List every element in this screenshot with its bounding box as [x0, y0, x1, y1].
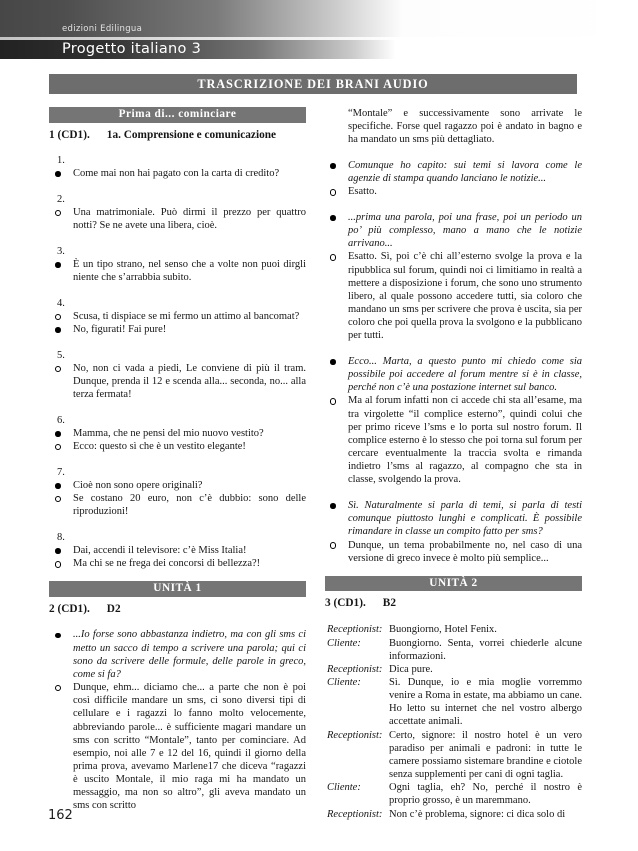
track-heading [325, 596, 582, 610]
item-number: 2. [57, 193, 65, 205]
filled-bullet-icon [55, 327, 61, 333]
utterance-text: Scusa, ti dispiace se mi fermo un attimo al bancomat? [73, 310, 300, 322]
track-heading [49, 128, 306, 142]
speaker-label: Receptionist: [327, 624, 383, 636]
dialogue-line [325, 637, 582, 663]
dialogue-line [325, 781, 582, 807]
utterance-text: Una matrimoniale. Può dirmi il prezzo per quattro notti? Se ne avete una libera, cioè. [73, 206, 306, 232]
utterance [49, 258, 306, 284]
utterance [325, 539, 582, 565]
utterance [49, 206, 306, 232]
track-number: 3 (CD1). [325, 597, 366, 610]
utterance-text: Se costano 20 euro, non c’è dubbio: sono delle riproduzioni! [73, 493, 306, 518]
dialogue-line [325, 623, 582, 636]
utterance-text: Comunque ho capito: sui temi si lavora come le agenzie di stampa quando lanciano le notizie... [348, 159, 582, 185]
left-column [49, 107, 306, 813]
filled-bullet-icon [55, 483, 61, 489]
speaker-label: Cliente: [327, 637, 361, 649]
track-number: 2 (CD1). [49, 602, 90, 615]
open-bullet-icon [330, 542, 336, 548]
section-header-bar: UNITÀ 1 [49, 581, 306, 597]
utterance-text: Mamma, che ne pensi del mio nuovo vestito? [73, 428, 264, 439]
utterance-text: Esatto. Sì, poi c’è chi all’esterno svolge la prova e la ripubblica sul forum, quindi noi ci limitiamo in realtà a mettere a disposizione i forum, che sono uno strumento libero, al quale possono accedere tutti, sia coloro che mandano un sms per scrivere che prova è uscita, sia per coloro che poi quella prova la svolgono e la pubblicano per tutti. [348, 251, 582, 342]
utterance [325, 355, 582, 394]
header-title-band [0, 40, 638, 59]
open-bullet-icon [55, 561, 61, 567]
audio-transcription-banner: TRASCRIZIONE DEI BRANI AUDIO [49, 74, 577, 94]
utterance [49, 479, 306, 492]
right-column [325, 107, 582, 821]
open-bullet-icon [55, 366, 61, 372]
track-heading [49, 602, 306, 616]
item-number: 7. [57, 466, 65, 478]
utterance-text: No, non ci vada a piedi, Le conviene di più il tram. Dunque, prenda il 12 e scenda alla... seconda, no... alla terza fermata! [73, 362, 306, 401]
item-number: 4. [57, 297, 65, 309]
item-number: 8. [57, 531, 65, 543]
utterance [49, 492, 306, 518]
utterance-text: ...prima una parola, poi una frase, poi un periodo un po’ più complesso, mano a mano che le notizie arrivano... [348, 211, 582, 250]
filled-bullet-icon [330, 359, 336, 365]
utterance [325, 394, 582, 486]
utterance-text: Ecco: questo sì che è un vestito elegante! [73, 441, 246, 453]
publisher-name: edizioni Edilingua [62, 24, 143, 34]
utterance [49, 167, 306, 180]
utterance [49, 323, 306, 336]
dialogue-text: Dica pure. [389, 663, 433, 675]
item-number: 3. [57, 245, 65, 257]
page-number: 162 [48, 808, 73, 823]
utterance [325, 211, 582, 250]
utterance-text: ...Io forse sono abbastanza indietro, ma con gli sms ci metto un sacco di tempo a scrivere una parola; qui ci sono da scrivere delle formule, delle parole in greco, come si fa? [73, 629, 306, 680]
dialogue-line [325, 729, 582, 782]
track-label: B2 [382, 597, 396, 610]
item-number: 5. [57, 349, 65, 361]
item-number: 6. [57, 414, 65, 426]
open-bullet-icon [330, 254, 336, 260]
filled-bullet-icon [55, 262, 61, 268]
open-bullet-icon [55, 314, 61, 320]
header-top-band [0, 0, 638, 37]
filled-bullet-icon [330, 215, 336, 221]
utterance-text: È un tipo strano, nel senso che a volte non puoi dirgli niente che s’arrabbia subito. [73, 258, 306, 284]
utterance [325, 185, 582, 198]
utterance-text: Ma chi se ne frega dei concorsi di bellezza?! [73, 558, 261, 570]
utterance [325, 250, 582, 342]
speaker-label: Receptionist: [327, 808, 383, 820]
filled-bullet-icon [55, 171, 61, 177]
utterance [325, 159, 582, 185]
utterance-text: Dunque, un tema probabilmente no, nel caso di una versione di greco invece è molto più semplice... [348, 539, 582, 564]
utterance [49, 440, 306, 453]
track-label: 1a. Comprensione e comunicazione [106, 128, 277, 141]
open-bullet-icon [55, 444, 61, 450]
filled-bullet-icon [330, 503, 336, 509]
speaker-label: Cliente: [327, 782, 361, 794]
open-bullet-icon [55, 210, 61, 216]
utterance-text: Ecco... Marta, a questo punto mi chiedo come sia possibile poi accedere al forum mentre si è in classe, perché non c’è una postazione internet sul banco. [348, 356, 582, 394]
filled-bullet-icon [55, 431, 61, 437]
speaker-label: Receptionist: [327, 729, 383, 741]
utterance [49, 362, 306, 401]
utterance-text: Ma al forum infatti non ci accede chi sta all’esame, ma tra virgolette “il complice esterno”, quindi colui che per primo riceve l’sms e lo porta sul nostro forum. Il complice esterno è lo stesso che poi torna sul forum per cercare eventualmente la traccia svolta e rimanda indietro l’sms al ragazzo, al compagno che sta in classe, svolgendo la prova. [348, 395, 582, 486]
utterance-text: Dunque, ehm... diciamo che... a parte che non è poi così difficile mandare un sms, ci sono diversi tipi di cellulare e i ragazzi lo fanno molto velocemente, abbreviando parole... è sufficiente magari mandare un sms con scritto “Montale”, tanto per cominciare. Ad esempio, noi alle 7 e 12 del 16, quindi il giorno della prima prova, avevamo Marlene17 che diceva “ragazzi è uscito Montale, il mio raga mi ha mandato un messaggio, ma non so altro”, gli aveva mandato un sms con scritto [73, 682, 306, 812]
dialogue-text: Non c’è problema, signore: ci dica solo di [389, 808, 566, 820]
dialogue-text: Buongiorno, Hotel Fenix. [389, 624, 497, 636]
dialogue-line [325, 676, 582, 729]
utterance-text: No, figurati! Fai pure! [73, 324, 167, 336]
utterance [49, 628, 306, 681]
dialogue-text: Buongiorno. Senta, vorrei chiederle alcune informazioni. [389, 637, 582, 662]
utterance-text: Come mai non hai pagato con la carta di credito? [73, 168, 280, 180]
item-number: 1. [57, 155, 65, 166]
track-number: 1 (CD1). [49, 128, 90, 141]
continuation-paragraph: “Montale” e successivamente sono arrivate le specifiche. Forse quel ragazzo poi è andato in bagno e ha mandato un sms più dettagliato. [348, 108, 582, 146]
utterance [49, 557, 306, 570]
section-header-bar: Prima di... cominciare [49, 107, 306, 123]
utterance [49, 681, 306, 813]
filled-bullet-icon [330, 163, 336, 169]
utterance [49, 310, 306, 323]
dialogue-text: Ogni taglia, eh? No, perché il nostro è proprio grosso, è un maremmano. [389, 782, 582, 807]
open-bullet-icon [55, 496, 61, 502]
section-header-bar: UNITÀ 2 [325, 576, 582, 592]
utterance [49, 427, 306, 440]
utterance [49, 544, 306, 557]
dialogue-line [325, 663, 582, 676]
track-label: D2 [106, 602, 121, 615]
utterance-text: Cioè non sono opere originali? [73, 479, 203, 491]
utterance-text: Sì. Naturalmente si parla di temi, si parla di testi comunque piuttosto lunghi e complicati. È possibile rimandare in classe un compito fatto per sms? [348, 500, 582, 538]
open-bullet-icon [330, 398, 336, 404]
open-bullet-icon [330, 189, 336, 195]
dialogue-text: Certo, signore: il nostro hotel è un vero paradiso per animali e padroni: in tutte le camere possiamo sistemare brandine e ciotole senza supplementi per cani di ogni taglia. [389, 729, 582, 781]
speaker-label: Receptionist: [327, 663, 383, 675]
dialogue-text: Sì. Dunque, io e mia moglie vorremmo venire a Roma in estate, ma abbiamo un cane. Ho letto su internet che nel vostro albergo accettate animali. [389, 676, 583, 728]
speaker-label: Cliente: [327, 676, 361, 688]
filled-bullet-icon [55, 633, 61, 639]
open-bullet-icon [55, 685, 61, 691]
utterance [325, 499, 582, 538]
utterance-text: Dai, accendi il televisore: c’è Miss Italia! [73, 545, 247, 557]
book-title: Progetto italiano 3 [62, 41, 202, 57]
utterance-text: Esatto. [348, 186, 377, 198]
dialogue-line [325, 808, 582, 821]
filled-bullet-icon [55, 548, 61, 554]
